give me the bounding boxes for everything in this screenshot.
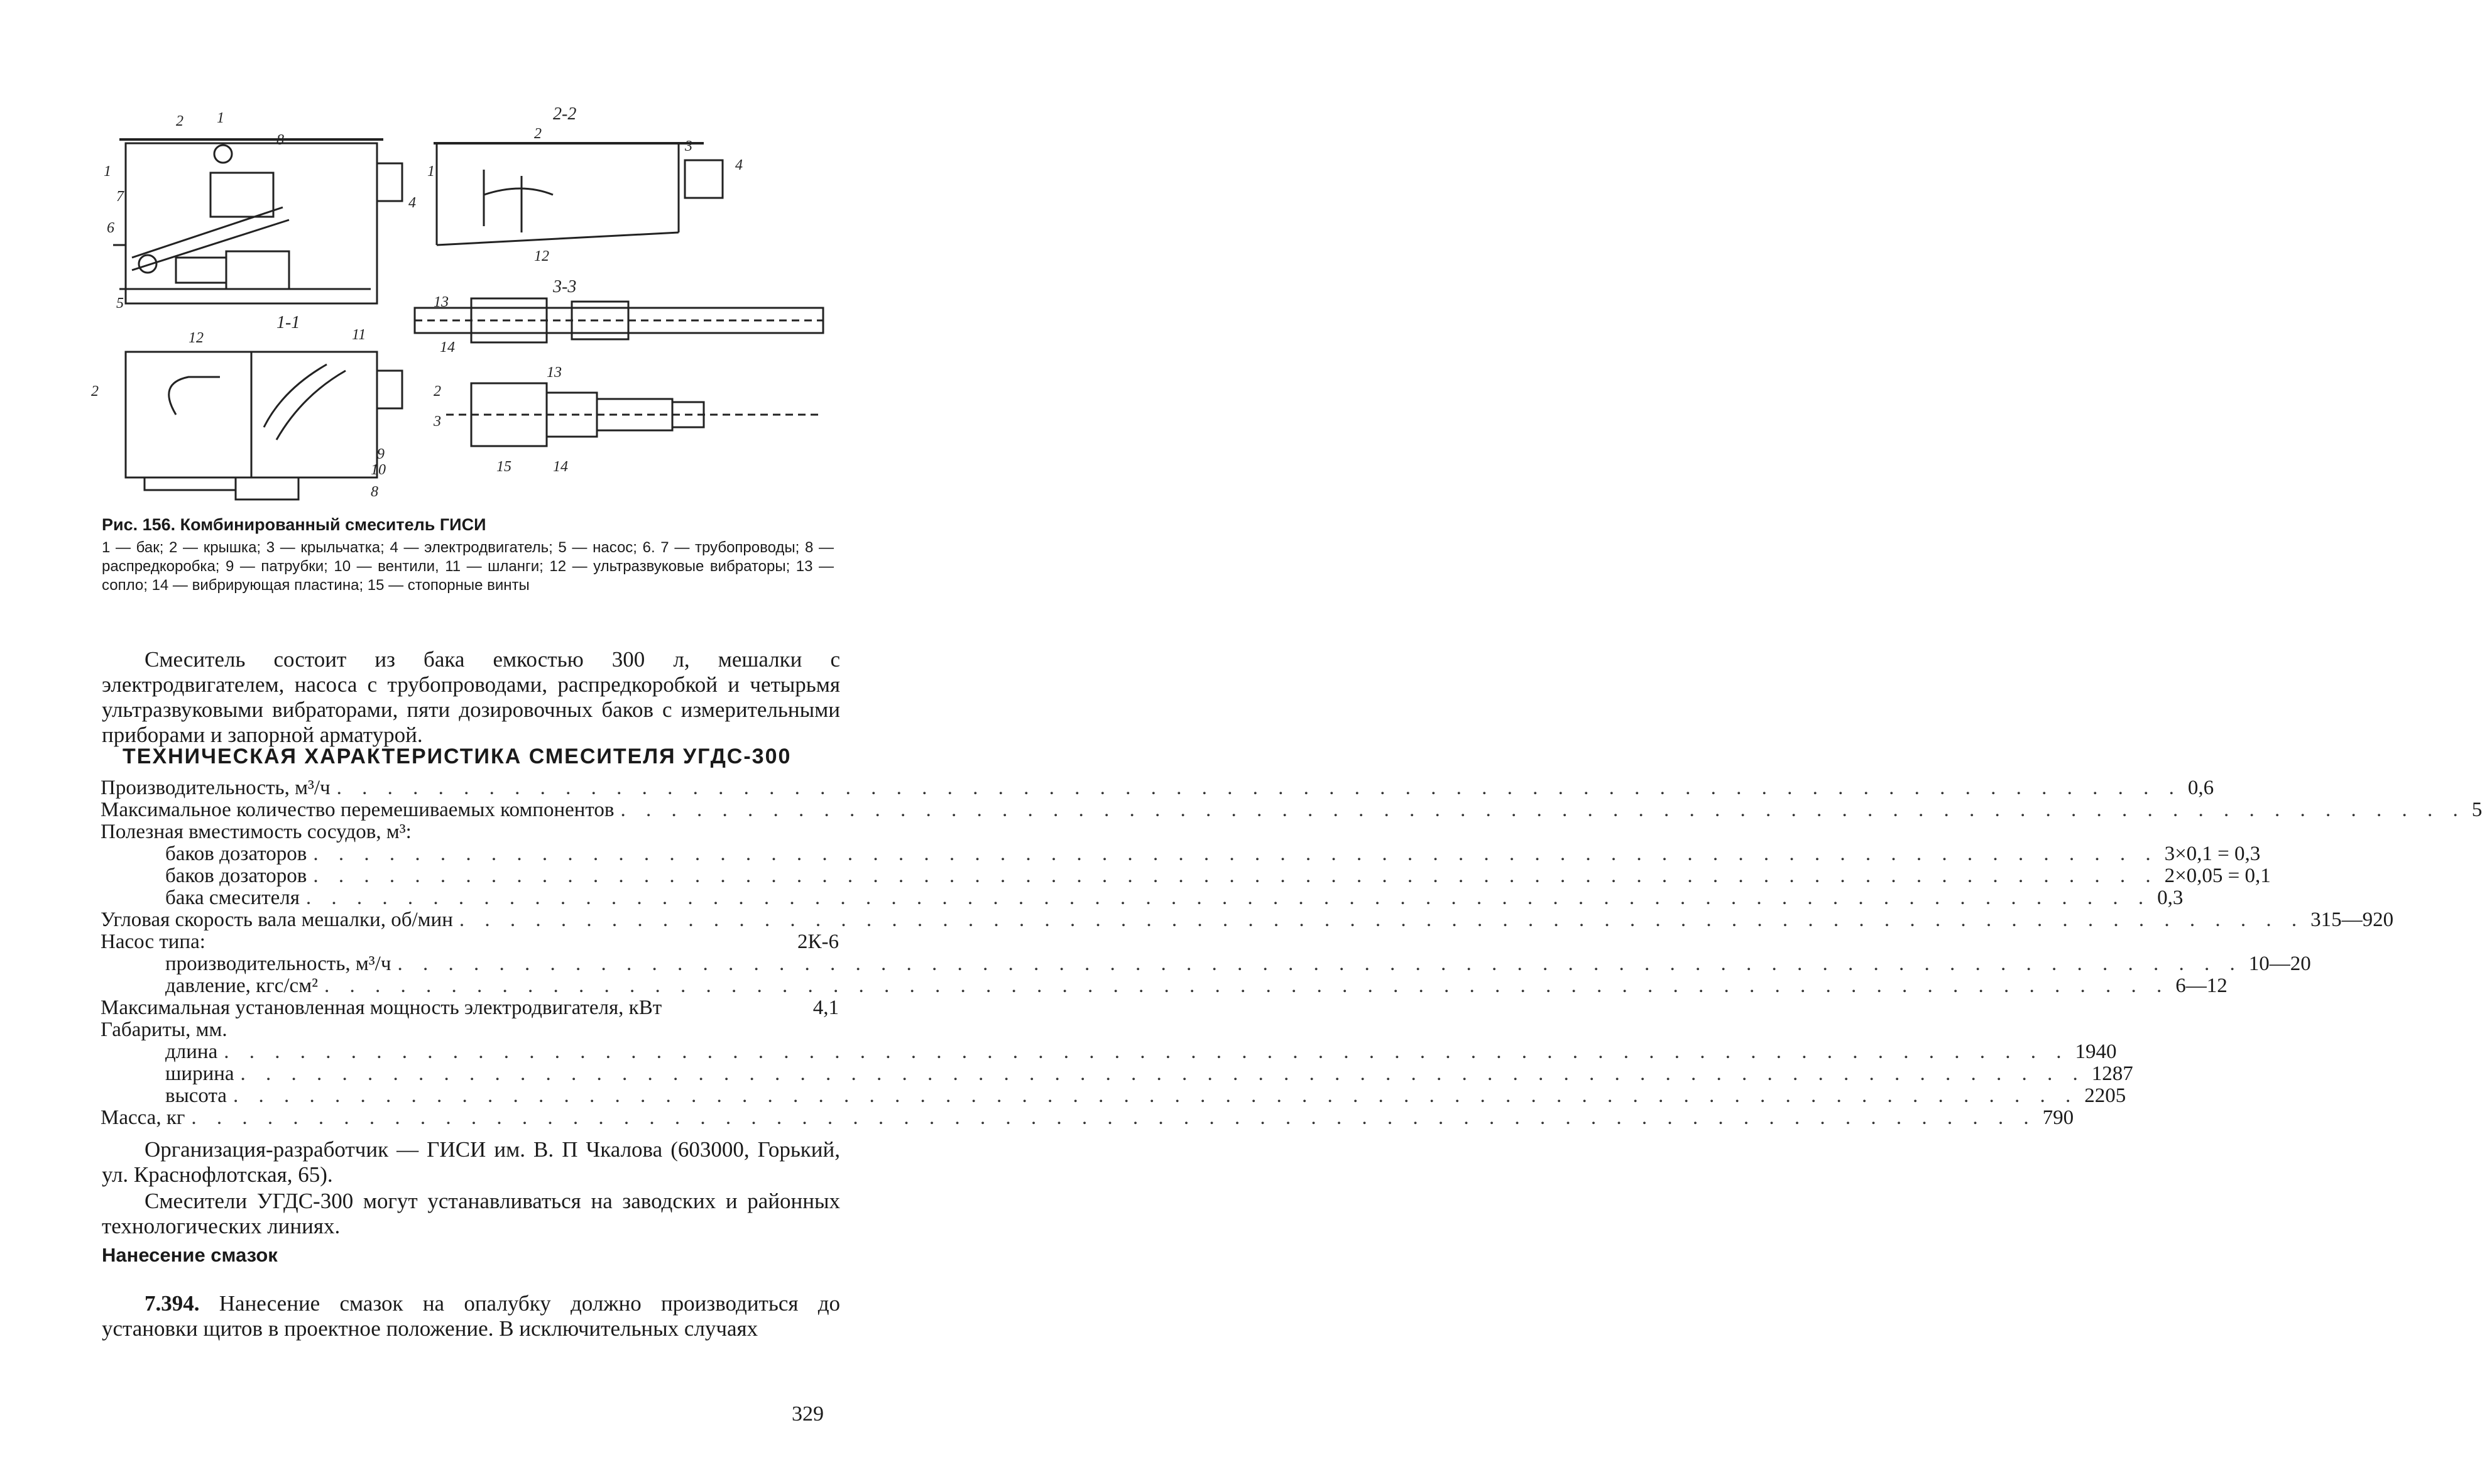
spec-heading: ТЕХНИЧЕСКАЯ ХАРАКТЕРИСТИКА СМЕСИТЕЛЯ УГДС-300 xyxy=(123,745,792,768)
page-number: 329 xyxy=(792,1402,824,1426)
spec-row: Угловая скорость вала мешалки, об/мин . . . 315—920 xyxy=(101,909,839,931)
label-8-b: 8 xyxy=(371,484,378,500)
mark-1-left: 1 xyxy=(104,163,111,180)
label-4: 4 xyxy=(408,195,416,211)
label-8: 8 xyxy=(276,132,284,148)
label-6: 6 xyxy=(107,220,114,236)
label-12: 12 xyxy=(534,248,549,265)
label-14-b: 14 xyxy=(553,459,568,475)
label-2-b: 2 xyxy=(534,126,542,142)
label-3: 3 xyxy=(685,138,692,155)
spec-row: длина . . . 1940 xyxy=(101,1041,839,1063)
label-10: 10 xyxy=(371,462,386,478)
figure-caption xyxy=(102,515,834,595)
label-5: 5 xyxy=(116,295,124,312)
label-14: 14 xyxy=(440,339,455,356)
label-1: 1 xyxy=(217,110,224,126)
section-heading: Нанесение смазок xyxy=(102,1244,278,1266)
spec-row: Полезная вместимость сосудов, м³: xyxy=(101,821,412,843)
label-9: 9 xyxy=(377,446,385,462)
spec-row: Максимальное количество перемешиваемых компонентов . . . 5 xyxy=(101,799,839,821)
mixer-figure xyxy=(91,101,823,503)
spec-row: высота . . . 2205 xyxy=(101,1085,839,1107)
label-7: 7 xyxy=(116,188,124,205)
spec-row: баков дозаторов . . . 3×0,1 = 0,3 xyxy=(101,843,839,865)
mixer-drawing xyxy=(91,101,823,503)
label-11: 11 xyxy=(352,327,366,343)
spec-row: давление, кгс/см² . . . 6—12 xyxy=(101,975,839,997)
mark-3-left: 3 xyxy=(434,413,441,430)
install-paragraph: Смесители УГДС-300 могут устанавливаться на заводских и районных технологических линиях. xyxy=(102,1189,840,1238)
org-paragraph: Организация-разработчик — ГИСИ им. В. П Чкалова (603000, Горький, ул. Краснофлотская, 65). xyxy=(102,1137,840,1187)
label-13-b: 13 xyxy=(547,364,562,381)
spec-row: производительность, м³/ч . . . 10—20 xyxy=(101,953,839,975)
spec-list xyxy=(101,777,2482,1129)
section-1-1: 1-1 xyxy=(276,313,300,332)
mark-1-right: 1 xyxy=(427,163,435,180)
spec-row: баков дозаторов . . . 2×0,05 = 0,1 xyxy=(101,865,839,887)
caption-legend: 1 — бак; 2 — крышка; 3 — крыльчатка; 4 — электродвигатель; 5 — насос; 6. 7 — трубопроводы; 8 — распредкоробка; 9 — патрубки; 10 — вентили, 11 — шланги; 12 — ультразвуковые вибраторы; 13 — сопло; 14 — вибрирующая пластина; 15 — стопорные винты xyxy=(102,539,834,594)
label-13: 13 xyxy=(434,294,449,310)
spec-row: Масса, кг . . . 790 xyxy=(101,1107,839,1129)
final-paragraph-text: Нанесение смазок на опалубку должно производиться до установки щитов в проектное положение. В исключительных случаях xyxy=(102,1291,841,1341)
paragraph-number: 7.394. xyxy=(145,1291,200,1316)
spec-row: Производительность, м³/ч . . . 0,6 xyxy=(101,777,839,799)
label-4-b: 4 xyxy=(735,157,743,173)
mark-2-left: 2 xyxy=(91,383,99,400)
spec-row: ширина . . . 1287 xyxy=(101,1063,839,1085)
final-paragraph xyxy=(102,1291,840,1341)
label-12-b: 12 xyxy=(189,330,204,346)
spec-row: Насос типа: 2К-6 xyxy=(101,930,839,953)
intro-paragraph: Смеситель состоит из бака емкостью 300 л, мешалки с электродвигателем, насоса с трубопроводами, распредкоробкой и четырьмя ультразвуковыми вибраторами, пяти дозировочных баков с измерительными приборами и запорной арматурой. xyxy=(102,647,840,747)
label-2: 2 xyxy=(176,113,183,129)
spec-row: Максимальная установленная мощность электродвигателя, кВт 4,1 xyxy=(101,996,839,1019)
mark-2-right: 2 xyxy=(434,383,441,400)
spec-row: бака смесителя . . . 0,3 xyxy=(101,887,839,909)
spec-row: Габариты, мм. xyxy=(101,1018,227,1041)
label-15: 15 xyxy=(496,459,511,475)
caption-title: Рис. 156. Комбинированный смеситель ГИСИ xyxy=(102,515,486,534)
section-2-2: 2-2 xyxy=(553,104,577,124)
section-3-3: 3-3 xyxy=(553,277,577,297)
